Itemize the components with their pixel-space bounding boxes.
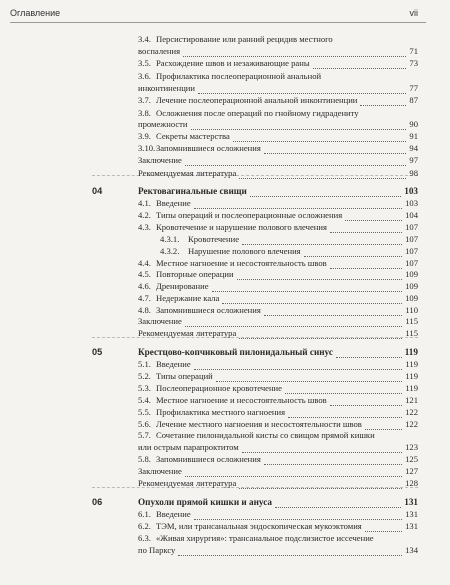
toc-leader-dots: [239, 170, 406, 179]
toc-title: Осложнения после операций по гнойному гидрадениту: [156, 108, 359, 118]
toc-leader-dots: [242, 444, 402, 453]
toc-leader-dots: [365, 421, 402, 430]
toc-page-number: 121: [405, 395, 418, 405]
toc-leader-dots: [336, 349, 402, 358]
toc-entry-row[interactable]: [0, 545, 450, 557]
toc-entry-row[interactable]: [0, 58, 450, 70]
toc-title: Введение: [156, 198, 191, 208]
toc-leader-dots: [242, 236, 402, 245]
toc-page-number: 119: [405, 371, 418, 381]
toc-leader-dots: [194, 511, 402, 520]
toc-title: или острым парапроктитом: [138, 442, 239, 452]
toc-page-number: 98: [409, 168, 418, 178]
toc-title: Ректовагинальные свищи: [138, 186, 247, 196]
toc-number: 6.3.: [138, 533, 151, 543]
toc-number: 5.2.: [138, 371, 151, 381]
toc-page-number: 103: [404, 186, 418, 196]
toc-entry-row[interactable]: [0, 442, 450, 454]
toc-page-number: 71: [409, 46, 418, 56]
toc-entry-row[interactable]: [0, 155, 450, 167]
toc-leader-dots: [222, 295, 402, 304]
toc-leader-dots: [288, 409, 402, 418]
toc-title: Недержание кала: [156, 293, 220, 303]
toc-page-number: 109: [405, 269, 418, 279]
toc-entry-row[interactable]: [0, 222, 450, 234]
toc-number: 3.6.: [138, 71, 151, 81]
toc-page-number: 97: [409, 155, 418, 165]
toc-page-number: 131: [405, 509, 418, 519]
toc-title: Повторные операции: [156, 269, 234, 279]
toc-number: 06: [92, 497, 103, 507]
toc-leader-dots: [330, 260, 402, 269]
toc-page-number: 107: [405, 246, 418, 256]
toc-title: Профилактика послеоперационной анальной: [156, 71, 322, 81]
toc-title: Введение: [156, 359, 191, 369]
toc-entry-row[interactable]: [0, 466, 450, 478]
toc-number: 3.10.: [138, 143, 156, 153]
toc-number: 5.8.: [138, 454, 151, 464]
toc-title: Персистирование или ранний рецидив местного: [156, 34, 333, 44]
toc-entry-row[interactable]: [0, 509, 450, 521]
toc-leader-dots: [237, 271, 403, 280]
toc-leader-dots: [345, 212, 402, 221]
toc-entry-row[interactable]: [0, 269, 450, 281]
toc-entry-row[interactable]: [0, 46, 450, 58]
toc-number: 4.2.: [138, 210, 151, 220]
toc-entry-row[interactable]: [0, 143, 450, 155]
toc-number: 3.9.: [138, 131, 151, 141]
toc-entry-row[interactable]: [0, 95, 450, 107]
toc-entry-row[interactable]: [0, 533, 450, 545]
toc-chapter-row[interactable]: [0, 186, 450, 198]
toc-title: по Парксу: [138, 545, 176, 555]
toc-leader-dots: [198, 85, 406, 94]
toc-number: 4.6.: [138, 281, 151, 291]
toc-title: Местное нагноение и несостоятельность швов: [156, 258, 327, 268]
toc-title: Запомнившиеся осложнения: [156, 305, 261, 315]
toc-page-number: 91: [409, 131, 418, 141]
toc-entry-row[interactable]: [0, 478, 450, 490]
toc-title: Местное нагноение и несостоятельность швов: [156, 395, 327, 405]
toc-page-number: 125: [405, 454, 418, 464]
toc-number: 6.2.: [138, 521, 151, 531]
toc-leader-dots: [239, 480, 402, 489]
toc-title: Сочетание пилонидальной кисты со свищом прямой кишки: [156, 430, 375, 440]
toc-page-number: 115: [405, 316, 418, 326]
toc-number: 4.4.: [138, 258, 151, 268]
toc-page-number: 127: [405, 466, 418, 476]
toc-entry-row[interactable]: [0, 210, 450, 222]
toc-leader-dots: [239, 330, 402, 339]
toc-leader-dots: [304, 248, 402, 257]
toc-page-number: 134: [405, 545, 418, 555]
toc-page-number: 90: [409, 119, 418, 129]
toc-title: Кровотечение и нарушение полового влечения: [156, 222, 327, 232]
toc-page-number: 94: [409, 143, 418, 153]
toc-entry-row[interactable]: [0, 83, 450, 95]
toc-page-number: 119: [405, 383, 418, 393]
toc-leader-dots: [330, 224, 402, 233]
toc-leader-dots: [194, 200, 402, 209]
toc-title: Рекомендуемая литература: [138, 168, 237, 178]
toc-number: 05: [92, 347, 103, 357]
toc-entry-row[interactable]: [0, 383, 450, 395]
toc-leader-dots: [275, 499, 401, 508]
toc-leader-dots: [233, 133, 407, 142]
toc-entry-row[interactable]: [0, 407, 450, 419]
toc-entry-row[interactable]: [0, 71, 450, 83]
toc-entry-row[interactable]: [0, 131, 450, 143]
toc-page-number: 119: [404, 347, 418, 357]
toc-entry-row[interactable]: [0, 168, 450, 180]
toc-leader-dots: [185, 318, 403, 327]
toc-entry-row[interactable]: [0, 359, 450, 371]
toc-entry-row[interactable]: [0, 521, 450, 533]
toc-title: Типы операций: [156, 371, 213, 381]
toc-title: Заключение: [138, 316, 182, 326]
toc-entry-row[interactable]: [0, 316, 450, 328]
toc-title: ТЭМ, или трансанальная эндоскопическая мукоэктомия: [156, 521, 362, 531]
toc-page-number: 128: [405, 478, 418, 488]
toc-number: 4.3.1.: [160, 234, 180, 244]
toc-entry-row[interactable]: [0, 395, 450, 407]
toc-leader-dots: [264, 456, 402, 465]
toc-number: 4.3.: [138, 222, 151, 232]
toc-page-number: 87: [409, 95, 418, 105]
toc-entry-row[interactable]: [0, 246, 450, 258]
toc-leader-dots: [365, 523, 402, 532]
toc-title: Заключение: [138, 466, 182, 476]
running-head-title: Оглавление: [10, 8, 61, 18]
toc-page-number: 104: [405, 210, 418, 220]
toc-title: Расхождение швов и незаживающие раны: [156, 58, 310, 68]
toc-title: промежности: [138, 119, 188, 129]
toc-entry-row[interactable]: [0, 234, 450, 246]
toc-entry-row[interactable]: [0, 293, 450, 305]
toc-page-number: 115: [405, 328, 418, 338]
toc-number: 3.8.: [138, 108, 151, 118]
toc-title: «Живая хирургия»: трансанальное подслизистое иссечение: [156, 533, 374, 543]
toc-number: 5.5.: [138, 407, 151, 417]
toc-title: Заключение: [138, 155, 182, 165]
toc-page-number: 110: [405, 305, 418, 315]
toc-title: инконтиненции: [138, 83, 195, 93]
toc-title: Нарушение полового влечения: [188, 246, 301, 256]
toc-leader-dots: [212, 283, 403, 292]
toc-title: Введение: [156, 509, 191, 519]
toc-chapter-row[interactable]: [0, 497, 450, 509]
toc-page-number: 119: [405, 359, 418, 369]
toc-number: 4.7.: [138, 293, 151, 303]
toc-page-number: 123: [405, 442, 418, 452]
toc-title: Лечение местного нагноения и несостоятельности швов: [156, 419, 362, 429]
toc-leader-dots: [250, 188, 401, 197]
toc-leader-dots: [285, 385, 402, 394]
toc-page-number: 131: [405, 521, 418, 531]
toc-title: воспаления: [138, 46, 181, 56]
toc-leader-dots: [360, 97, 406, 106]
toc-chapter-row[interactable]: [0, 347, 450, 359]
toc-number: 3.7.: [138, 95, 151, 105]
toc-leader-dots: [264, 145, 407, 154]
toc-title: Рекомендуемая литература: [138, 478, 237, 488]
toc-page-number: 131: [404, 497, 418, 507]
toc-number: 5.1.: [138, 359, 151, 369]
toc-entry-row[interactable]: [0, 430, 450, 442]
toc-number: 3.5.: [138, 58, 151, 68]
toc-page-number: 107: [405, 222, 418, 232]
toc-number: 5.6.: [138, 419, 151, 429]
toc-title: Кровотечение: [188, 234, 240, 244]
toc-page-number: 122: [405, 419, 418, 429]
toc-leader-dots: [185, 468, 402, 477]
toc-page-number: 73: [409, 58, 418, 68]
toc-leader-dots: [330, 397, 402, 406]
toc-title: Лечение послеоперационной анальной инконтиненции: [156, 95, 358, 105]
toc-leader-dots: [194, 361, 403, 370]
toc-title: Опухоли прямой кишки и ануса: [138, 497, 272, 507]
toc-page-number: 103: [405, 198, 418, 208]
toc-leader-dots: [185, 157, 407, 166]
toc-number: 4.5.: [138, 269, 151, 279]
toc-entry-row[interactable]: [0, 198, 450, 210]
toc-number: 5.4.: [138, 395, 151, 405]
toc-number: 3.4.: [138, 34, 151, 44]
toc-number: 4.1.: [138, 198, 151, 208]
toc-page-number: 107: [405, 234, 418, 244]
toc-leader-dots: [313, 60, 407, 69]
toc-number: 5.3.: [138, 383, 151, 393]
toc-entry-row[interactable]: [0, 454, 450, 466]
toc-title: Крестцово-копчиковый пилонидальный синус: [138, 347, 333, 357]
toc-number: 6.1.: [138, 509, 151, 519]
toc-title: Рекомендуемая литература: [138, 328, 237, 338]
toc-page-number: 109: [405, 281, 418, 291]
toc-number: 5.7.: [138, 430, 151, 440]
toc-number: 4.8.: [138, 305, 151, 315]
toc-title: Запомнившиеся осложнения: [156, 143, 261, 153]
toc-entry-row[interactable]: [0, 281, 450, 293]
toc-page-number: 77: [409, 83, 418, 93]
toc-title: Типы операций и послеоперационные осложнения: [156, 210, 343, 220]
toc-entry-row[interactable]: [0, 328, 450, 340]
toc-page-number: 109: [405, 293, 418, 303]
toc-title: Секреты мастерства: [156, 131, 230, 141]
toc-leader-dots: [178, 547, 402, 556]
toc-title: Запомнившиеся осложнения: [156, 454, 261, 464]
toc-leader-dots: [183, 48, 406, 57]
toc-leader-dots: [191, 121, 407, 130]
page-number: vii: [409, 8, 418, 18]
toc-entry-row[interactable]: [0, 371, 450, 383]
toc-title: Послеоперационное кровотечение: [156, 383, 282, 393]
toc-number: 04: [92, 186, 103, 196]
toc-page-number: 107: [405, 258, 418, 268]
toc-page-number: 122: [405, 407, 418, 417]
toc-entry-row[interactable]: [0, 119, 450, 131]
toc-leader-dots: [216, 373, 403, 382]
toc-title: Профилактика местного нагноения: [156, 407, 286, 417]
toc-leader-dots: [264, 307, 403, 316]
toc-number: 4.3.2.: [160, 246, 180, 256]
toc-title: Дренирование: [156, 281, 209, 291]
toc-entry-row[interactable]: [0, 34, 450, 46]
